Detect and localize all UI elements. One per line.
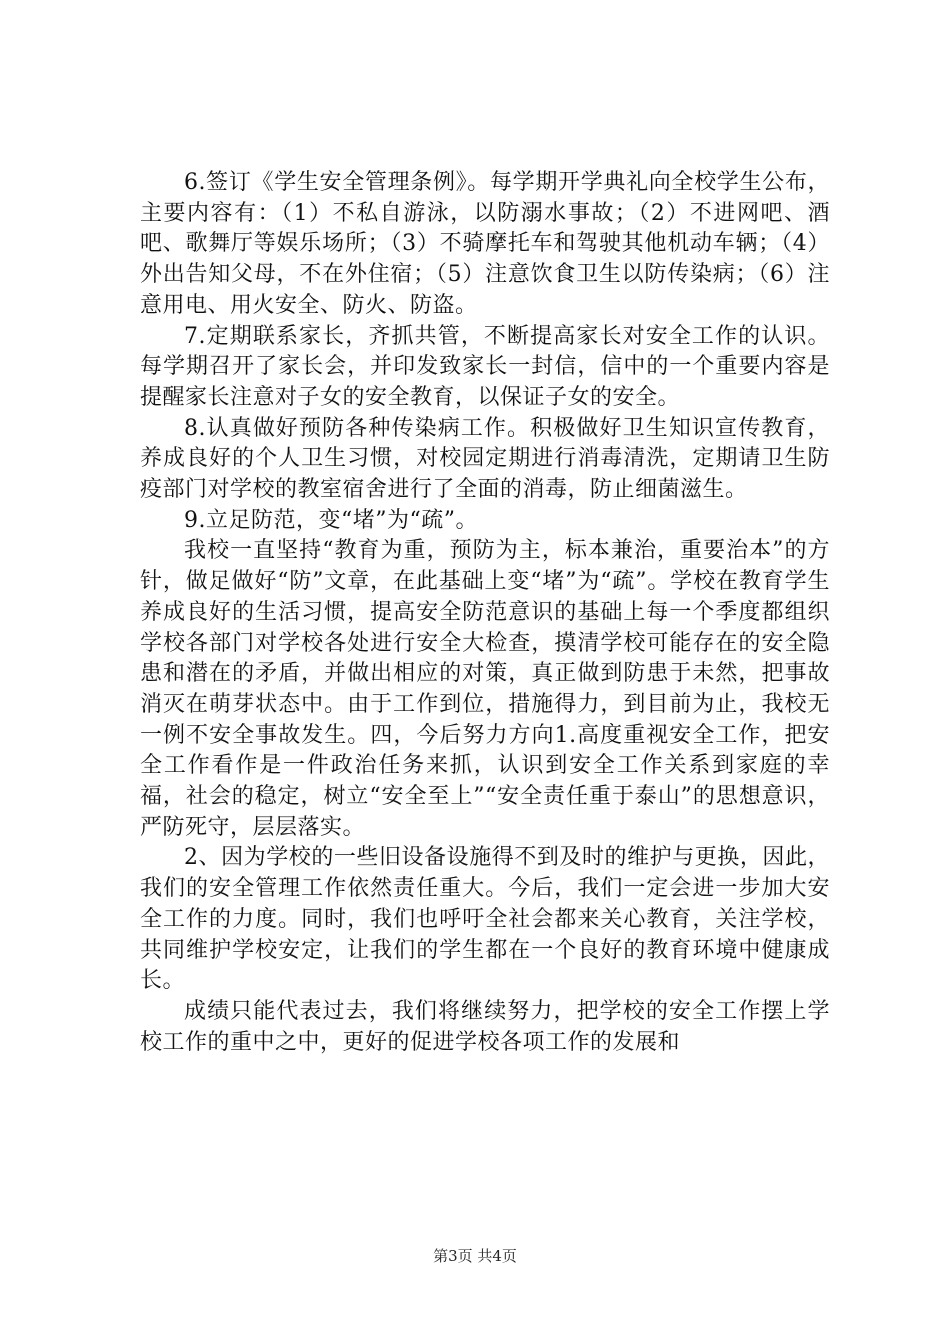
document-body (140, 168, 830, 1058)
paragraph-item-8: 8.认真做好预防各种传染病工作。积极做好卫生知识宣传教育，养成良好的个人卫生习惯，对校园定期进行消毒清洗，定期请卫生防疫部门对学校的教室宿舍进行了全面的消毒，防止细菌滋生。 (140, 415, 830, 503)
paragraph-prevention-policy: 我校一直坚持“教育为重，预防为主，标本兼治，重要治本”的方针，做足做好“防”文章，在此基础上变“堵”为“疏”。学校在教育学生养成良好的生活习惯，提高安全防范意识的基础上每一个季度都组织学校各部门对学校各处进行安全大检查，摸清学校可能存在的安全隐患和潜在的矛盾，并做出相应的对策，真正做到防患于未然，把事故消灭在萌芽状态中。由于工作到位，措施得力，到目前为止，我校无一例不安全事故发生。四，今后努力方向1.高度重视安全工作，把安全工作看作是一件政治任务来抓，认识到安全工作关系到家庭的幸福，社会的稳定，树立“安全至上”“安全责任重于泰山”的思想意识，严防死守，层层落实。 (140, 538, 830, 840)
paragraph-item-7: 7.定期联系家长，齐抓共管，不断提高家长对安全工作的认识。每学期召开了家长会，并印发致家长一封信，信中的一个重要内容是提醒家长注意对子女的安全教育，以保证子女的安全。 (140, 323, 830, 410)
page-footer: 第3页 共4页 (433, 1247, 517, 1265)
paragraph-future-work: 2、因为学校的一些旧设备设施得不到及时的维护与更换，因此，我们的安全管理工作依然责任重大。今后，我们一定会进一步加大安全工作的力度。同时，我们也呼吁全社会都来关心教育，关注学校，共同维护学校安定，让我们的学生都在一个良好的教育环境中健康成长。 (140, 845, 830, 994)
paragraph-item-9: 9.立足防范，变“堵”为“疏”。 (184, 507, 478, 533)
paragraph-item-6: 6.签订《学生安全管理条例》。每学期开学典礼向全校学生公布，主要内容有：（1）不私自游泳，以防溺水事故；（2）不进网吧、酒吧、歌舞厅等娱乐场所；（3）不骑摩托车和驾驶其他机动车辆；（4）外出告知父母，不在外住宿；（5）注意饮食卫生以防传染病；（6）注意用电、用火安全、防火、防盗。 (140, 170, 830, 318)
paragraph-conclusion: 成绩只能代表过去，我们将继续努力，把学校的安全工作摆上学校工作的重中之中，更好的促进学校各项工作的发展和 (140, 998, 830, 1055)
